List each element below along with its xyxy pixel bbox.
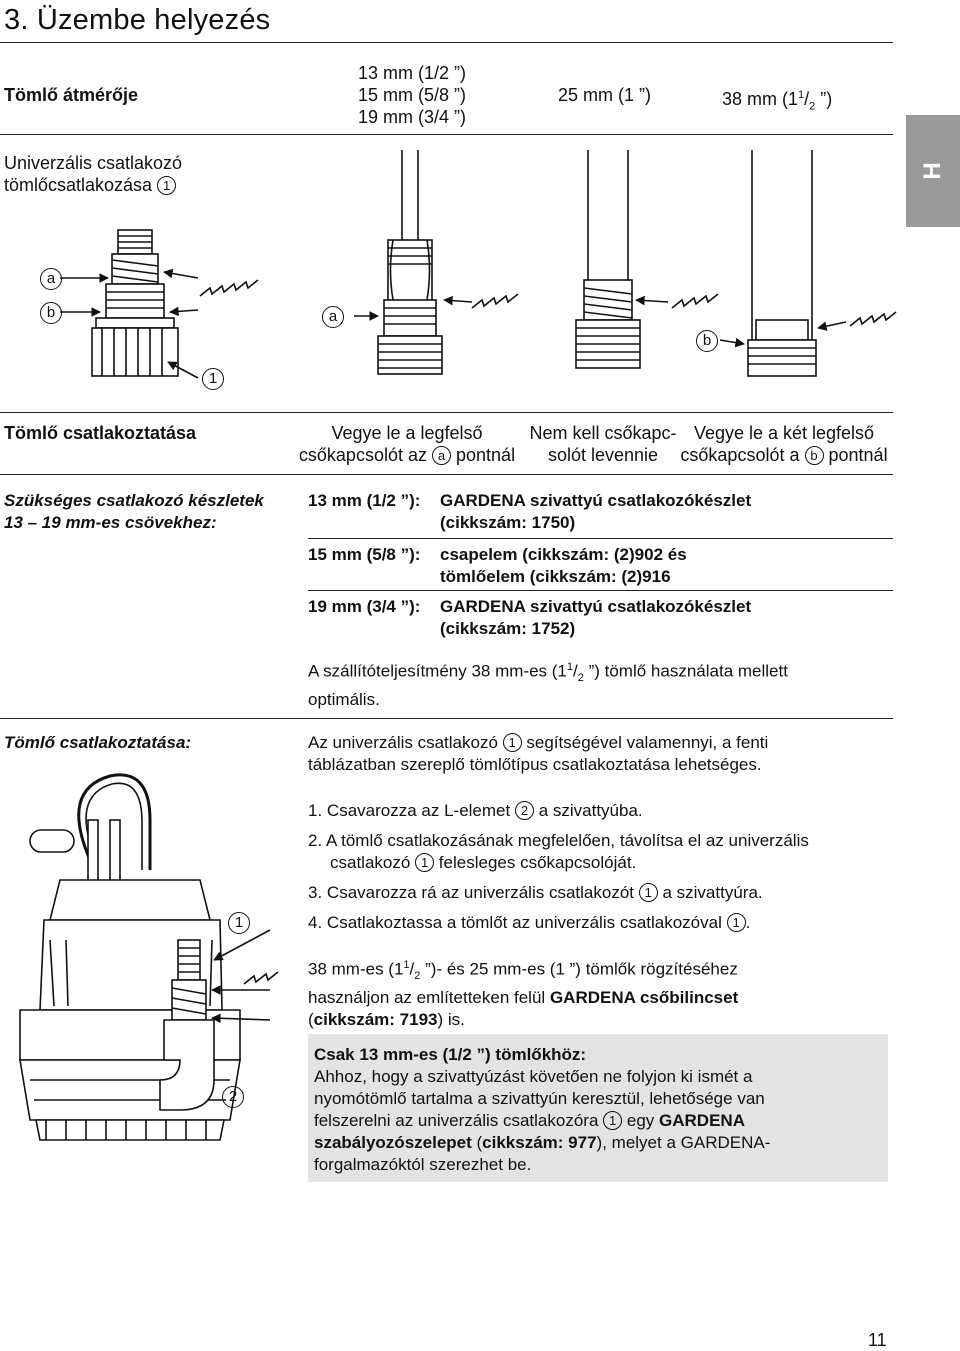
row-divider-2 <box>0 412 893 413</box>
connector-diagram-1 <box>92 230 178 376</box>
step-4: 4. Csatlakoztassa a tömlőt az univerzális csatlakozóval 1 . <box>308 913 751 932</box>
marker-b: b <box>40 302 62 324</box>
connector-diagram-3 <box>576 150 640 368</box>
row-divider-4 <box>0 718 893 719</box>
kits-label: Szükséges csatlakozó készletek 13 – 19 mm-es csövekhez: <box>4 491 264 532</box>
diam-13: 13 mm (1/2 ”) <box>358 63 467 83</box>
connector-diagram-2 <box>378 150 442 374</box>
diam-15: 15 mm (5/8 ”) <box>358 85 467 105</box>
hose-connection-col1: Vegye le a legfelső csőkapcsolót az a pontnál <box>298 423 516 465</box>
kit-divider-1 <box>308 538 893 539</box>
pump-marker-1: 1 <box>228 912 250 934</box>
pump-illustration <box>0 760 300 1180</box>
note-text: Csak 13 mm-es (1/2 ”) tömlőkhöz: Ahhoz, hogy a szivattyúzást követően ne folyjon ki ismét a nyomótömlő tartalma a szivattyún keresztül, lehetősége van felszerelni az univerzális csatlakozóra 1 egy GARDENA szabályozószelepet (cikkszám: 977), melyet a GARDENA- forgalmazóktól szerezhet be. <box>314 1044 884 1176</box>
marker-a: a <box>40 268 62 290</box>
hose-connection-col2: Nem kell csőkapc- solót levennie <box>529 423 677 465</box>
hose-connection-col3: Vegye le a két legfelső csőkapcsolót a b pontnál <box>680 423 888 465</box>
diam-38: 38 mm ($1^1/_2$ ”) <box>722 89 833 113</box>
row-divider-3 <box>0 474 893 475</box>
kit-15: 15 mm (5/8 ”): csapelem (cikkszám: (2)902 és tömlőelem (cikkszám: (2)916 <box>308 545 687 586</box>
section-title: 3. Üzembe helyezés <box>4 4 271 36</box>
marker-1: 1 <box>157 176 176 195</box>
diam-19: 19 mm (3/4 ”) <box>358 107 467 127</box>
universal-connector-label: Univerzális csatlakozó tömlőcsatlakozása 1 <box>4 153 183 195</box>
kit-13: 13 mm (1/2 ”): GARDENA szivattyú csatlakozókészlet (cikkszám: 1750) <box>308 491 752 532</box>
connector-diagram-4 <box>748 150 816 376</box>
hose-connection2-intro: Az univerzális csatlakozó 1 segítségével valamennyi, a fenti táblázatban szereplő tömlőtípus csatlakoztatása lehetséges. <box>308 733 769 774</box>
marker-b-diagram4: b <box>696 330 718 352</box>
marker-a-diagram2: a <box>322 306 344 328</box>
title-rule <box>0 42 893 43</box>
language-tab <box>906 115 960 227</box>
connector-diagrams <box>0 140 900 410</box>
marker-1-diagram: 1 <box>202 368 224 390</box>
page-number: 11 <box>868 1330 887 1350</box>
row-divider <box>0 134 893 135</box>
note-heading: Csak 13 mm-es (1/2 ”) tömlőkhöz: <box>314 1045 587 1064</box>
hose-diameter-col1 <box>358 62 466 128</box>
kit-divider-2 <box>308 590 893 591</box>
steps-list <box>308 800 893 934</box>
pump-marker-2: 2 <box>222 1086 244 1108</box>
clamp-note: 38 mm-es ($1^1/_2$ ”)- és 25 mm-es (1 ”) tömlők rögzítéséhez használjon az említetteken felül GARDENA csőbilincset (cikkszám: 7193) is. <box>308 959 739 1030</box>
step-2: 2. A tömlő csatlakozásának megfelelően, távolítsa el az univerzális csatlakozó 1 felesleges csőkapcsolóját. <box>308 831 809 872</box>
hose-connection-label: Tömlő csatlakoztatása <box>4 423 197 443</box>
hose-connection2-label: Tömlő csatlakoztatása: <box>4 733 192 752</box>
kit-19: 19 mm (3/4 ”): GARDENA szivattyú csatlakozókészlet (cikkszám: 1752) <box>308 597 752 638</box>
step-1: 1. Csavarozza az L-elemet 2 a szivattyúba. <box>308 801 643 820</box>
step-3: 3. Csavarozza rá az univerzális csatlakozót 1 a szivattyúra. <box>308 883 763 902</box>
optimal-note: A szállítóteljesítmény 38 mm-es ($1^1/_2$ ”) tömlő használata mellett optimális. <box>308 661 788 710</box>
hose-diameter-label: Tömlő átmérője <box>4 85 139 105</box>
language-tab-label: H <box>919 162 946 180</box>
diam-25: 25 mm (1 ”) <box>558 85 652 105</box>
